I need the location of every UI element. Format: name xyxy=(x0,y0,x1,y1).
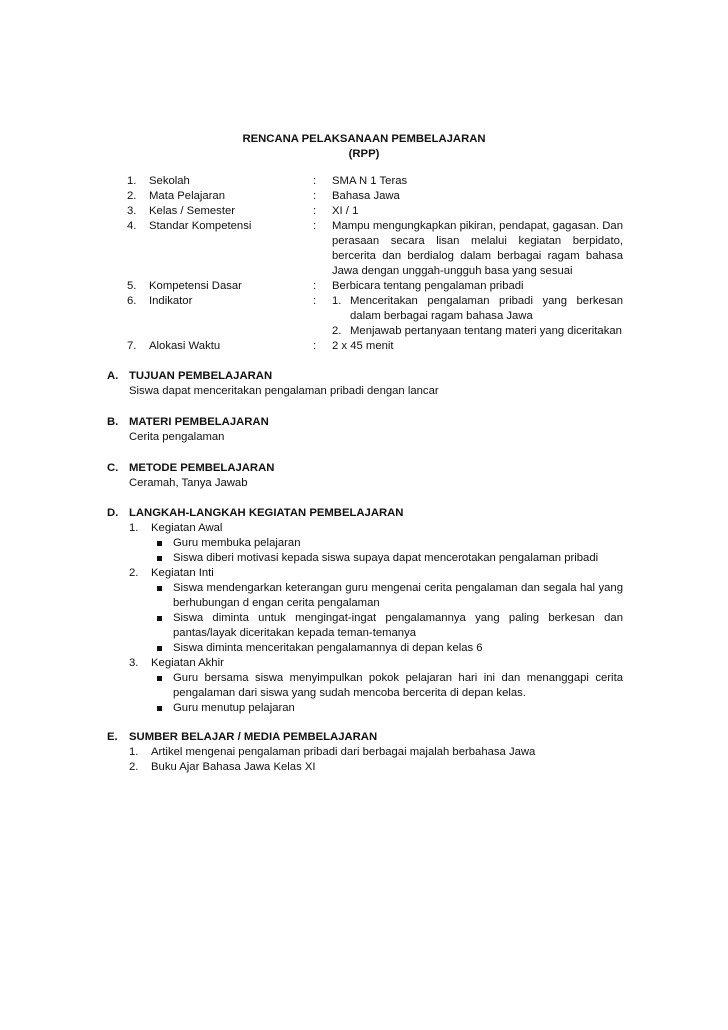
section-heading xyxy=(107,730,623,745)
section-title: SUMBER BELAJAR / MEDIA PEMBELAJARAN xyxy=(129,731,378,743)
section-heading xyxy=(107,506,623,521)
section-body xyxy=(129,521,623,716)
info-value: 2 x 45 menit xyxy=(332,340,394,352)
section-letter: C. xyxy=(107,462,119,474)
info-number: 1. xyxy=(127,175,137,187)
square-bullet-icon xyxy=(157,616,162,621)
section-title: TUJUAN PEMBELAJARAN xyxy=(129,370,273,382)
info-colon: : xyxy=(313,220,317,232)
section-sumber-belajar xyxy=(107,730,623,775)
source-number: 1. xyxy=(129,746,139,758)
bullet-item xyxy=(151,671,623,701)
bullet-item xyxy=(151,581,623,611)
square-bullet-icon xyxy=(157,541,162,546)
bullet-item xyxy=(151,641,623,656)
section-title: LANGKAH-LANGKAH KEGIATAN PEMBELAJARAN xyxy=(129,507,404,519)
bullet-item xyxy=(151,536,623,551)
bullet-text: Siswa diminta untuk mengingat-ingat pengalamannya yang paling berkesan dan pantas/layak diceritakan kepada teman-temanya xyxy=(173,612,623,639)
section-heading xyxy=(107,369,623,384)
info-colon: : xyxy=(313,280,317,292)
source-text: Buku Ajar Bahasa Jawa Kelas XI xyxy=(151,761,316,773)
section-letter: D. xyxy=(107,507,119,519)
info-value: SMA N 1 Teras xyxy=(332,175,408,187)
section-body: Cerita pengalaman xyxy=(129,431,225,443)
square-bullet-icon xyxy=(157,586,162,591)
section-body: Siswa dapat menceritakan pengalaman pribadi dengan lancar xyxy=(129,385,439,397)
indikator-item xyxy=(332,324,623,339)
kegiatan-awal xyxy=(129,521,623,536)
step-number: 2. xyxy=(129,567,139,579)
info-row-kompetensi-dasar xyxy=(127,279,623,294)
identity-table xyxy=(127,174,623,354)
info-colon: : xyxy=(313,175,317,187)
info-colon: : xyxy=(313,295,317,307)
bullet-text: Guru menutup pelajaran xyxy=(173,702,295,714)
kegiatan-inti xyxy=(129,566,623,581)
bullet-text: Siswa diminta menceritakan pengalamannya di depan kelas 6 xyxy=(173,642,483,654)
info-value: Bahasa Jawa xyxy=(332,190,400,202)
section-title: METODE PEMBELAJARAN xyxy=(129,462,275,474)
section-tujuan xyxy=(107,369,623,399)
info-row-sekolah xyxy=(127,174,623,189)
info-label: Mata Pelajaran xyxy=(149,190,225,202)
info-label: Alokasi Waktu xyxy=(149,340,221,352)
info-number: 3. xyxy=(127,205,137,217)
square-bullet-icon xyxy=(157,706,162,711)
info-row-mata-pelajaran xyxy=(127,189,623,204)
info-value: Berbicara tentang pengalaman pribadi xyxy=(332,280,524,292)
bullet-text: Guru bersama siswa menyimpulkan pokok pelajaran hari ini dan menanggapi cerita pengalaman dari siswa yang sudah mencoba bercerita di depan kelas. xyxy=(173,672,623,699)
info-row-standar-kompetensi xyxy=(127,219,623,279)
step-number: 3. xyxy=(129,657,139,669)
step-label: Kegiatan Awal xyxy=(151,522,223,534)
step-label: Kegiatan Inti xyxy=(151,567,214,579)
step-label: Kegiatan Akhir xyxy=(151,657,224,669)
info-row-alokasi-waktu xyxy=(127,339,623,354)
info-colon: : xyxy=(313,340,317,352)
indikator-list xyxy=(332,294,623,339)
section-title: MATERI PEMBELAJARAN xyxy=(129,416,269,428)
square-bullet-icon xyxy=(157,646,162,651)
document-title xyxy=(0,132,728,162)
info-colon: : xyxy=(313,205,317,217)
indikator-number: 1. xyxy=(332,295,342,307)
bullet-item xyxy=(151,551,623,566)
info-number: 5. xyxy=(127,280,137,292)
info-row-kelas-semester xyxy=(127,204,623,219)
source-item xyxy=(129,745,623,760)
indikator-item xyxy=(332,294,623,324)
section-heading xyxy=(107,461,623,476)
info-value: Mampu mengungkapkan pikiran, pendapat, gagasan. Dan perasaan secara lisan melalui kegiatan berpidato, bercerita dan berdialog dalam berbagai ragam bahasa Jawa dengan unggah-ungguh basa yang sesuai xyxy=(332,220,623,277)
info-colon: : xyxy=(313,190,317,202)
info-number: 2. xyxy=(127,190,137,202)
source-item xyxy=(129,760,623,775)
kegiatan-akhir xyxy=(129,656,623,671)
section-langkah-kegiatan xyxy=(107,506,623,716)
source-number: 2. xyxy=(129,761,139,773)
bullet-item xyxy=(151,701,623,716)
info-row-indikator xyxy=(127,294,623,339)
source-text: Artikel mengenai pengalaman pribadi dari berbagai majalah berbahasa Jawa xyxy=(151,746,536,758)
square-bullet-icon xyxy=(157,556,162,561)
section-letter: E. xyxy=(107,731,118,743)
bullet-text: Siswa diberi motivasi kepada siswa supaya dapat mencerotakan pengalaman pribadi xyxy=(173,552,599,564)
section-materi xyxy=(107,415,623,445)
title-line-2: (RPP) xyxy=(348,148,380,160)
indikator-text: Menjawab pertanyaan tentang materi yang diceritakan xyxy=(350,325,622,337)
section-metode xyxy=(107,461,623,491)
section-body: Ceramah, Tanya Jawab xyxy=(129,477,248,489)
section-body xyxy=(129,745,623,775)
bullet-item xyxy=(151,611,623,641)
bullet-text: Guru membuka pelajaran xyxy=(173,537,301,549)
bullet-text: Siswa mendengarkan keterangan guru mengenai cerita pengalaman dan segala hal yang berhubungan d engan cerita pengalaman xyxy=(173,582,623,609)
info-value: XI / 1 xyxy=(332,205,359,217)
info-number: 4. xyxy=(127,220,137,232)
title-line-1: RENCANA PELAKSANAAN PEMBELAJARAN xyxy=(242,133,486,145)
square-bullet-icon xyxy=(157,676,162,681)
info-label: Kelas / Semester xyxy=(149,205,236,217)
info-number: 6. xyxy=(127,295,137,307)
info-label: Kompetensi Dasar xyxy=(149,280,242,292)
section-letter: A. xyxy=(107,370,119,382)
info-label: Indikator xyxy=(149,295,193,307)
info-number: 7. xyxy=(127,340,137,352)
section-letter: B. xyxy=(107,416,119,428)
info-label: Sekolah xyxy=(149,175,190,187)
indikator-number: 2. xyxy=(332,325,342,337)
section-heading xyxy=(107,415,623,430)
info-label: Standar Kompetensi xyxy=(149,220,252,232)
indikator-text: Menceritakan pengalaman pribadi yang berkesan dalam berbagai ragam bahasa Jawa xyxy=(350,295,623,322)
step-number: 1. xyxy=(129,522,139,534)
